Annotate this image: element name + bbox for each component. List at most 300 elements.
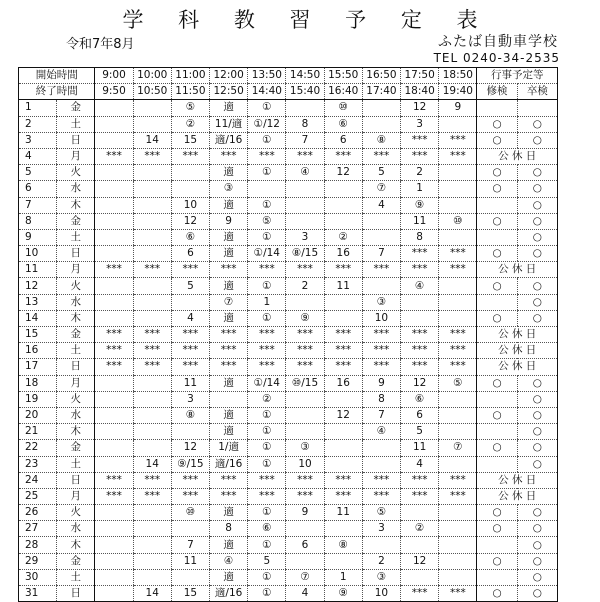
lesson-cell [171, 165, 209, 181]
lesson-cell [133, 553, 171, 569]
shuken-mark: ○ [477, 132, 517, 148]
lesson-cell: ①/14 [248, 375, 286, 391]
weekday: 土 [57, 569, 95, 585]
lesson-cell: 適 [210, 165, 248, 181]
lesson-cell: 12 [401, 100, 439, 116]
schedule-row [19, 343, 558, 359]
lesson-cell: ② [324, 229, 362, 245]
lesson-cell: 16 [324, 246, 362, 262]
holiday-label: 公 休 日 [477, 262, 558, 278]
sotsuken-mark: ○ [517, 116, 557, 132]
lesson-cell: *** [248, 343, 286, 359]
lesson-cell: *** [324, 488, 362, 504]
header-row-start [19, 68, 558, 84]
lesson-cell [439, 505, 477, 521]
weekday: 金 [57, 100, 95, 116]
sotsuken-mark: ○ [517, 391, 557, 407]
lesson-cell: 適 [210, 100, 248, 116]
lesson-cell: 適 [210, 424, 248, 440]
lesson-cell: 適 [210, 229, 248, 245]
lesson-cell: 14 [133, 456, 171, 472]
lesson-cell: ⑩ [439, 213, 477, 229]
lesson-cell: *** [439, 586, 477, 602]
lesson-cell: 2 [401, 165, 439, 181]
lesson-cell [95, 278, 133, 294]
lesson-cell [362, 440, 400, 456]
lesson-cell: 5 [362, 165, 400, 181]
lesson-cell [133, 100, 171, 116]
lesson-cell: ④ [210, 553, 248, 569]
day-number: 30 [19, 569, 57, 585]
day-number: 6 [19, 181, 57, 197]
lesson-cell: *** [401, 586, 439, 602]
lesson-cell [362, 456, 400, 472]
lesson-cell: 10 [286, 456, 324, 472]
lesson-cell: *** [95, 148, 133, 164]
lesson-cell: ⑦ [362, 181, 400, 197]
lesson-cell: ⑩/15 [286, 375, 324, 391]
lesson-cell [286, 521, 324, 537]
schedule-row [19, 229, 558, 245]
lesson-cell: *** [286, 327, 324, 343]
lesson-cell [95, 537, 133, 553]
lesson-cell: *** [133, 343, 171, 359]
day-number: 21 [19, 424, 57, 440]
lesson-cell [439, 569, 477, 585]
lesson-cell: ⑤ [171, 100, 209, 116]
schedule-row [19, 521, 558, 537]
lesson-cell: 10 [171, 197, 209, 213]
lesson-cell: 12 [401, 553, 439, 569]
weekday: 月 [57, 375, 95, 391]
lesson-cell [439, 181, 477, 197]
holiday-label: 公 休 日 [477, 359, 558, 375]
lesson-cell [133, 569, 171, 585]
lesson-cell: ① [248, 132, 286, 148]
day-number: 24 [19, 472, 57, 488]
lesson-cell [324, 310, 362, 326]
lesson-cell: 11 [401, 213, 439, 229]
lesson-cell: ① [248, 278, 286, 294]
weekday: 日 [57, 472, 95, 488]
weekday: 土 [57, 343, 95, 359]
lesson-cell [324, 456, 362, 472]
lesson-cell: 14 [133, 132, 171, 148]
schedule-row [19, 375, 558, 391]
lesson-cell [95, 246, 133, 262]
schedule-row [19, 407, 558, 423]
shuken-mark: ○ [477, 165, 517, 181]
sotsuken-mark: ○ [517, 569, 557, 585]
lesson-cell: 4 [362, 197, 400, 213]
weekday: 月 [57, 488, 95, 504]
shuken-header: 修検 [477, 84, 517, 100]
day-number: 4 [19, 148, 57, 164]
day-number: 14 [19, 310, 57, 326]
lesson-cell [171, 294, 209, 310]
end-time-cell: 12:50 [210, 84, 248, 100]
lesson-cell: *** [171, 488, 209, 504]
lesson-cell: 16 [324, 375, 362, 391]
lesson-cell: ⑥ [401, 391, 439, 407]
lesson-cell: 5 [401, 424, 439, 440]
schedule-row [19, 505, 558, 521]
lesson-cell: 3 [362, 521, 400, 537]
lesson-cell: ② [171, 116, 209, 132]
lesson-cell: 2 [286, 278, 324, 294]
lesson-cell: ① [248, 310, 286, 326]
lesson-cell: ⑤ [248, 213, 286, 229]
lesson-cell: *** [248, 327, 286, 343]
lesson-cell [362, 100, 400, 116]
lesson-cell: 適/16 [210, 456, 248, 472]
lesson-cell: *** [401, 262, 439, 278]
holiday-label: 公 休 日 [477, 343, 558, 359]
weekday: 水 [57, 521, 95, 537]
day-number: 16 [19, 343, 57, 359]
start-time-cell: 13:50 [248, 68, 286, 84]
schedule-row [19, 456, 558, 472]
lesson-cell: *** [362, 327, 400, 343]
lesson-cell: *** [439, 472, 477, 488]
lesson-cell [362, 116, 400, 132]
sotsuken-mark: ○ [517, 424, 557, 440]
lesson-cell: *** [171, 148, 209, 164]
sotsuken-mark: ○ [517, 586, 557, 602]
lesson-cell [324, 391, 362, 407]
lesson-cell [401, 537, 439, 553]
lesson-cell: 10 [362, 586, 400, 602]
schedule-row [19, 586, 558, 602]
lesson-cell [133, 165, 171, 181]
holiday-label: 公 休 日 [477, 488, 558, 504]
lesson-cell [439, 197, 477, 213]
lesson-cell [95, 197, 133, 213]
lesson-cell: *** [210, 343, 248, 359]
lesson-cell: *** [401, 246, 439, 262]
lesson-cell [439, 229, 477, 245]
lesson-cell: *** [248, 488, 286, 504]
schedule-row [19, 327, 558, 343]
school-name: ふたば自動車学校 [438, 34, 558, 50]
lesson-cell: 6 [171, 246, 209, 262]
day-number: 3 [19, 132, 57, 148]
phone-number: TEL 0240-34-2535 [433, 51, 560, 65]
sotsuken-mark: ○ [517, 375, 557, 391]
lesson-cell [324, 521, 362, 537]
lesson-cell: *** [210, 262, 248, 278]
weekday: 土 [57, 116, 95, 132]
lesson-cell: ① [248, 456, 286, 472]
lesson-cell: *** [248, 359, 286, 375]
lesson-cell: ② [401, 521, 439, 537]
lesson-cell [401, 569, 439, 585]
lesson-cell [286, 391, 324, 407]
schedule-row [19, 553, 558, 569]
lesson-cell: *** [401, 472, 439, 488]
schedule-row [19, 569, 558, 585]
lesson-cell [439, 310, 477, 326]
lesson-cell [171, 424, 209, 440]
lesson-cell: 5 [171, 278, 209, 294]
lesson-cell: 適 [210, 537, 248, 553]
day-number: 25 [19, 488, 57, 504]
schedule-row [19, 262, 558, 278]
lesson-cell: 11 [401, 440, 439, 456]
day-number: 11 [19, 262, 57, 278]
lesson-cell: *** [95, 262, 133, 278]
shuken-mark: ○ [477, 375, 517, 391]
schedule-row [19, 359, 558, 375]
lesson-cell [286, 181, 324, 197]
lesson-cell: *** [324, 148, 362, 164]
schedule-body [19, 68, 558, 602]
lesson-cell [210, 391, 248, 407]
lesson-cell: 8 [401, 229, 439, 245]
lesson-cell: 6 [324, 132, 362, 148]
lesson-cell: *** [133, 327, 171, 343]
lesson-cell [95, 116, 133, 132]
lesson-cell [286, 213, 324, 229]
weekday: 水 [57, 181, 95, 197]
sotsuken-mark [517, 100, 557, 116]
lesson-cell: ⑧ [171, 407, 209, 423]
weekday: 木 [57, 537, 95, 553]
lesson-cell: ①/12 [248, 116, 286, 132]
schedule-row [19, 440, 558, 456]
sotsuken-mark: ○ [517, 310, 557, 326]
lesson-cell: *** [286, 488, 324, 504]
lesson-cell [133, 407, 171, 423]
weekday: 金 [57, 440, 95, 456]
weekday: 木 [57, 310, 95, 326]
shuken-mark [477, 100, 517, 116]
lesson-cell [95, 229, 133, 245]
day-number: 5 [19, 165, 57, 181]
sotsuken-mark: ○ [517, 521, 557, 537]
end-time-cell: 10:50 [133, 84, 171, 100]
lesson-cell: *** [286, 148, 324, 164]
lesson-cell [133, 246, 171, 262]
shuken-mark [477, 229, 517, 245]
lesson-cell: ④ [362, 424, 400, 440]
weekday: 木 [57, 197, 95, 213]
lesson-cell [286, 553, 324, 569]
lesson-cell: 4 [401, 456, 439, 472]
shuken-mark [477, 569, 517, 585]
shuken-mark: ○ [477, 440, 517, 456]
day-number: 23 [19, 456, 57, 472]
schedule-row [19, 181, 558, 197]
lesson-cell: *** [439, 246, 477, 262]
day-number: 12 [19, 278, 57, 294]
lesson-cell: *** [439, 343, 477, 359]
lesson-cell: ⑥ [171, 229, 209, 245]
lesson-cell: *** [286, 262, 324, 278]
lesson-cell [248, 181, 286, 197]
lesson-cell: ⑧ [324, 537, 362, 553]
lesson-cell: 適/16 [210, 132, 248, 148]
lesson-cell: *** [95, 343, 133, 359]
lesson-cell: *** [248, 262, 286, 278]
lesson-cell [133, 505, 171, 521]
day-number: 10 [19, 246, 57, 262]
shuken-mark: ○ [477, 310, 517, 326]
lesson-cell [401, 505, 439, 521]
weekday: 火 [57, 165, 95, 181]
lesson-cell: *** [171, 262, 209, 278]
lesson-cell [362, 537, 400, 553]
shuken-mark [477, 197, 517, 213]
day-number: 31 [19, 586, 57, 602]
lesson-cell: ① [248, 440, 286, 456]
schedule-row [19, 197, 558, 213]
lesson-cell [439, 521, 477, 537]
start-time-label: 開始時間 [19, 68, 95, 84]
lesson-cell [171, 181, 209, 197]
lesson-cell [95, 132, 133, 148]
lesson-cell: *** [439, 132, 477, 148]
schedule-row [19, 294, 558, 310]
lesson-cell: 4 [171, 310, 209, 326]
lesson-cell [286, 197, 324, 213]
lesson-cell: *** [362, 343, 400, 359]
lesson-cell: 6 [401, 407, 439, 423]
lesson-cell: *** [362, 472, 400, 488]
lesson-cell: 12 [324, 407, 362, 423]
lesson-cell: 12 [401, 375, 439, 391]
lesson-cell [439, 537, 477, 553]
lesson-cell: *** [95, 359, 133, 375]
start-time-cell: 10:00 [133, 68, 171, 84]
day-number: 1 [19, 100, 57, 116]
day-number: 27 [19, 521, 57, 537]
lesson-cell [133, 294, 171, 310]
shuken-mark: ○ [477, 181, 517, 197]
lesson-cell: 7 [362, 246, 400, 262]
lesson-cell: 3 [171, 391, 209, 407]
lesson-cell: 5 [248, 553, 286, 569]
weekday: 日 [57, 132, 95, 148]
sotsuken-mark: ○ [517, 165, 557, 181]
end-time-cell: 9:50 [95, 84, 133, 100]
schedule-row [19, 310, 558, 326]
shuken-mark: ○ [477, 407, 517, 423]
lesson-cell [439, 391, 477, 407]
lesson-cell: 2 [362, 553, 400, 569]
sotsuken-mark: ○ [517, 132, 557, 148]
lesson-cell: *** [95, 472, 133, 488]
lesson-cell [171, 521, 209, 537]
lesson-cell [133, 440, 171, 456]
lesson-cell: ④ [286, 165, 324, 181]
schedule-row [19, 165, 558, 181]
lesson-cell [324, 424, 362, 440]
sotsuken-mark: ○ [517, 440, 557, 456]
lesson-cell [95, 521, 133, 537]
events-header: 行事予定等 [477, 68, 558, 84]
sotsuken-mark: ○ [517, 294, 557, 310]
weekday: 月 [57, 262, 95, 278]
lesson-cell [133, 213, 171, 229]
lesson-cell: ⑧ [362, 132, 400, 148]
lesson-cell: *** [401, 132, 439, 148]
sotsuken-mark: ○ [517, 213, 557, 229]
lesson-cell: *** [362, 359, 400, 375]
lesson-cell: 8 [286, 116, 324, 132]
day-number: 7 [19, 197, 57, 213]
lesson-cell [133, 116, 171, 132]
start-time-cell: 14:50 [286, 68, 324, 84]
lesson-cell [439, 116, 477, 132]
schedule-row [19, 100, 558, 116]
lesson-cell: 適/16 [210, 586, 248, 602]
sotsuken-mark: ○ [517, 197, 557, 213]
lesson-cell [95, 407, 133, 423]
lesson-cell: ① [248, 505, 286, 521]
lesson-cell: 適 [210, 569, 248, 585]
end-time-cell: 16:40 [324, 84, 362, 100]
lesson-cell: *** [210, 327, 248, 343]
lesson-cell: 3 [286, 229, 324, 245]
lesson-cell: *** [439, 148, 477, 164]
lesson-cell: *** [210, 148, 248, 164]
lesson-cell: ⑦ [439, 440, 477, 456]
end-time-cell: 14:40 [248, 84, 286, 100]
lesson-cell: *** [210, 472, 248, 488]
lesson-cell [95, 440, 133, 456]
lesson-cell [95, 456, 133, 472]
lesson-cell [95, 391, 133, 407]
shuken-mark: ○ [477, 246, 517, 262]
lesson-cell [401, 310, 439, 326]
shuken-mark: ○ [477, 278, 517, 294]
lesson-cell: 10 [362, 310, 400, 326]
lesson-cell [95, 424, 133, 440]
lesson-cell: *** [401, 148, 439, 164]
lesson-cell [324, 197, 362, 213]
lesson-cell [133, 278, 171, 294]
start-time-cell: 17:50 [401, 68, 439, 84]
lesson-cell: *** [286, 343, 324, 359]
lesson-cell: 9 [286, 505, 324, 521]
shuken-mark [477, 391, 517, 407]
lesson-cell: *** [95, 327, 133, 343]
sotsuken-mark: ○ [517, 537, 557, 553]
lesson-cell: 1 [401, 181, 439, 197]
lesson-cell: 11/適 [210, 116, 248, 132]
day-number: 17 [19, 359, 57, 375]
lesson-cell [439, 278, 477, 294]
lesson-cell: *** [95, 488, 133, 504]
lesson-cell: *** [439, 488, 477, 504]
holiday-label: 公 休 日 [477, 472, 558, 488]
lesson-cell: *** [133, 148, 171, 164]
sotsuken-mark: ○ [517, 246, 557, 262]
lesson-cell: *** [171, 359, 209, 375]
lesson-cell: 11 [171, 553, 209, 569]
schedule-row [19, 148, 558, 164]
lesson-cell: ⑥ [324, 116, 362, 132]
lesson-cell: *** [401, 327, 439, 343]
lesson-cell: ⑩ [324, 100, 362, 116]
lesson-cell [324, 553, 362, 569]
lesson-cell: 3 [401, 116, 439, 132]
lesson-cell [133, 391, 171, 407]
lesson-cell [95, 294, 133, 310]
lesson-cell: *** [324, 343, 362, 359]
lesson-cell: ⑦ [286, 569, 324, 585]
